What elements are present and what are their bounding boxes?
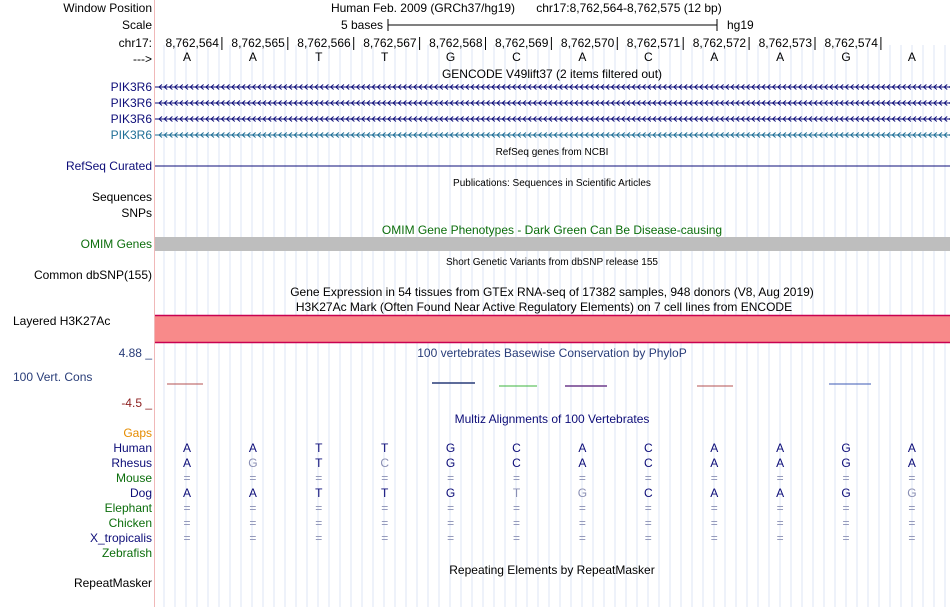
base-position-ruler (166, 36, 881, 50)
alignment-base: = (908, 471, 916, 485)
alignment-base: G (445, 441, 456, 455)
alignment-base: C (643, 456, 653, 470)
omim-track-title: OMIM Gene Phenotypes - Dark Green Can Be Disease-causing (381, 223, 723, 237)
alignment-base: = (908, 501, 916, 515)
track-display-area[interactable] (155, 0, 950, 607)
alignment-base: = (249, 531, 257, 545)
alignment-base: G (248, 456, 258, 470)
ruler-coordinate: 8,762,566 (297, 36, 351, 50)
reference-base: A (907, 50, 916, 64)
alignment-base: G (841, 441, 851, 455)
alignment-base: = (381, 531, 389, 545)
alignment-base: A (578, 456, 587, 470)
alignment-base: = (183, 501, 191, 515)
alignment-base: = (644, 471, 652, 485)
omim-gene-bar[interactable] (155, 237, 950, 251)
tracks-canvas[interactable] (155, 0, 950, 607)
alignment-base: T (381, 486, 389, 500)
alignment-base: = (381, 516, 389, 530)
chrom-label: chr17: (118, 36, 152, 50)
alignment-base: = (249, 516, 257, 530)
alignment-base: = (776, 531, 784, 545)
ruler-coordinate: 8,762,569 (495, 36, 549, 50)
h3k27ac-track-title: H3K27Ac Mark (Often Found Near Active Regulatory Elements) on 7 cell lines from ENCODE (295, 300, 793, 314)
species-label-chicken[interactable]: Chicken (108, 516, 152, 530)
species-label-xtropicalis[interactable]: X_tropicalis (89, 531, 152, 545)
alignment-base: = (578, 471, 586, 485)
alignment-base: A (710, 441, 719, 455)
repeatmasker-track-label[interactable]: RepeatMasker (73, 576, 152, 590)
alignment-base: A (182, 456, 192, 470)
alignment-base: = (776, 471, 784, 485)
alignment-base: = (381, 501, 389, 515)
alignment-base: T (315, 456, 323, 470)
publications-snps-label[interactable]: SNPs (121, 206, 152, 220)
ruler-coordinate: 8,762,565 (231, 36, 285, 50)
alignment-base: C (380, 456, 390, 470)
species-label-rhesus[interactable]: Rhesus (111, 456, 152, 470)
alignment-base: G (841, 486, 851, 500)
alignment-base: = (183, 516, 191, 530)
multiz-alignment[interactable] (183, 441, 917, 545)
alignment-base: = (315, 516, 323, 530)
omim-track-label[interactable]: OMIM Genes (80, 237, 152, 251)
alignment-base: = (183, 471, 191, 485)
alignment-base: = (578, 501, 586, 515)
reference-base: G (841, 50, 851, 64)
alignment-base: = (447, 516, 455, 530)
ruler-coordinate: 8,762,570 (560, 36, 615, 50)
gencode-gene-label-4[interactable]: PIK3R6 (110, 128, 152, 142)
alignment-base: G (907, 486, 917, 500)
window-position-label: Window Position (63, 1, 152, 15)
alignment-base: = (578, 516, 586, 530)
conservation-signal[interactable] (167, 383, 871, 386)
range-text: chr17:8,762,564-8,762,575 (12 bp) (536, 1, 722, 15)
alignment-base: A (248, 486, 257, 500)
alignment-base: = (842, 471, 850, 485)
alignment-base: = (908, 516, 916, 530)
alignment-base: = (512, 516, 521, 530)
alignment-base: C (512, 441, 521, 455)
alignment-base: = (512, 501, 521, 515)
multiz-track-title: Multiz Alignments of 100 Vertebrates (454, 412, 650, 426)
alignment-base: = (447, 531, 455, 545)
repeatmasker-track-title: Repeating Elements by RepeatMasker (449, 563, 655, 577)
alignment-base: = (842, 531, 850, 545)
ruler-coordinate: 8,762,564 (165, 36, 219, 50)
alignment-base: = (710, 501, 718, 515)
alignment-base: = (183, 531, 191, 545)
alignment-base: = (842, 501, 850, 515)
alignment-base: = (842, 516, 850, 530)
gencode-gene-label-3[interactable]: PIK3R6 (110, 112, 152, 126)
alignment-base: C (512, 456, 521, 470)
reference-base: A (578, 50, 587, 64)
publications-track-title: Publications: Sequences in Scientific Articles (453, 178, 651, 189)
assembly-text: Human Feb. 2009 (GRCh37/hg19) (330, 1, 516, 15)
dbsnp-track-title: Short Genetic Variants from dbSNP release 155 (446, 257, 658, 268)
alignment-base: G (445, 486, 456, 500)
scale-bar (388, 19, 717, 31)
alignment-base: = (315, 531, 323, 545)
h3k27ac-track-label[interactable]: Layered H3K27Ac (13, 314, 111, 328)
alignment-base: G (445, 456, 456, 470)
ruler-coordinate: 8,762,572 (692, 36, 747, 50)
alignment-base: = (644, 501, 652, 515)
alignment-base: G (577, 486, 588, 500)
alignment-base: A (907, 441, 916, 455)
alignment-base: = (776, 516, 784, 530)
alignment-base: T (381, 441, 389, 455)
conservation-ymax: 4.88 _ (118, 346, 152, 360)
track-label-panel (0, 0, 155, 607)
reference-base: T (315, 50, 323, 64)
alignment-base: G (841, 456, 851, 470)
alignment-base: = (644, 531, 652, 545)
alignment-base: = (381, 471, 389, 485)
gencode-gene-label-1[interactable]: PIK3R6 (110, 80, 152, 94)
scale-bar-text: 5 bases (340, 18, 383, 32)
strand-arrow-label: ---> (133, 52, 152, 66)
gtex-track-title: Gene Expression in 54 tissues from GTEx RNA-seq of 17382 samples, 948 donors (V8, Aug 2019) (290, 285, 814, 299)
alignment-base: = (447, 501, 455, 515)
alignment-base: A (578, 441, 587, 455)
dbsnp-track-label[interactable]: Common dbSNP(155) (33, 268, 152, 282)
publications-sequences-label[interactable]: Sequences (91, 190, 152, 204)
alignment-base: = (315, 471, 323, 485)
multiz-gaps-label[interactable]: Gaps (123, 426, 152, 440)
scale-label: Scale (121, 18, 152, 32)
species-label-human[interactable]: Human (113, 441, 152, 455)
ruler-coordinate: 8,762,571 (626, 36, 681, 50)
alignment-base: = (249, 471, 257, 485)
reference-base: T (381, 50, 389, 64)
h3k27ac-signal[interactable] (155, 315, 950, 343)
ruler-coordinate: 8,762,574 (824, 36, 878, 50)
gencode-gene-label-2[interactable]: PIK3R6 (110, 96, 152, 110)
alignment-base: A (248, 441, 257, 455)
alignment-base: A (710, 486, 719, 500)
species-label-mouse[interactable]: Mouse (115, 471, 152, 485)
gencode-track-title: GENCODE V49lift37 (2 items filtered out) (441, 67, 663, 81)
reference-base: A (776, 50, 785, 64)
reference-base: A (182, 50, 192, 64)
alignment-base: A (182, 486, 192, 500)
refseq-track-title: RefSeq genes from NCBI (495, 147, 609, 158)
db-text: hg19 (727, 18, 754, 32)
alignment-base: = (644, 516, 652, 530)
alignment-base: A (907, 456, 916, 470)
species-label-zebrafish[interactable]: Zebrafish (101, 546, 152, 560)
alignment-base: T (512, 486, 521, 500)
alignment-base: = (512, 531, 521, 545)
ruler-coordinate: 8,762,573 (758, 36, 812, 50)
species-label-dog[interactable]: Dog (129, 486, 152, 500)
alignment-base: = (315, 501, 323, 515)
conservation-track-title: 100 vertebrates Basewise Conservation by PhyloP (417, 346, 687, 360)
alignment-base: = (710, 516, 718, 530)
alignment-base: = (447, 471, 455, 485)
reference-base: A (248, 50, 257, 64)
alignment-base: = (710, 471, 718, 485)
refseq-track-label[interactable]: RefSeq Curated (65, 159, 152, 173)
conservation-ymin: -4.5 _ (121, 396, 152, 410)
alignment-base: A (776, 456, 785, 470)
alignment-base: T (315, 441, 323, 455)
alignment-base: T (315, 486, 323, 500)
reference-base: C (643, 50, 653, 64)
alignment-base: A (776, 486, 785, 500)
alignment-base: = (512, 471, 521, 485)
ruler-coordinate: 8,762,568 (429, 36, 483, 50)
alignment-base: = (776, 501, 784, 515)
alignment-base: A (776, 441, 785, 455)
alignment-base: = (249, 501, 257, 515)
conservation-track-label[interactable]: 100 Vert. Cons (13, 370, 93, 384)
species-label-elephant[interactable]: Elephant (104, 501, 152, 515)
reference-base: C (512, 50, 521, 64)
alignment-base: = (710, 531, 718, 545)
alignment-base: A (182, 441, 192, 455)
alignment-base: C (643, 486, 653, 500)
alignment-base: = (908, 531, 916, 545)
ruler-coordinate: 8,762,567 (363, 36, 417, 50)
alignment-base: A (710, 456, 719, 470)
alignment-base: C (643, 441, 653, 455)
alignment-base: = (578, 531, 586, 545)
reference-base: G (445, 50, 456, 64)
reference-base: A (710, 50, 719, 64)
